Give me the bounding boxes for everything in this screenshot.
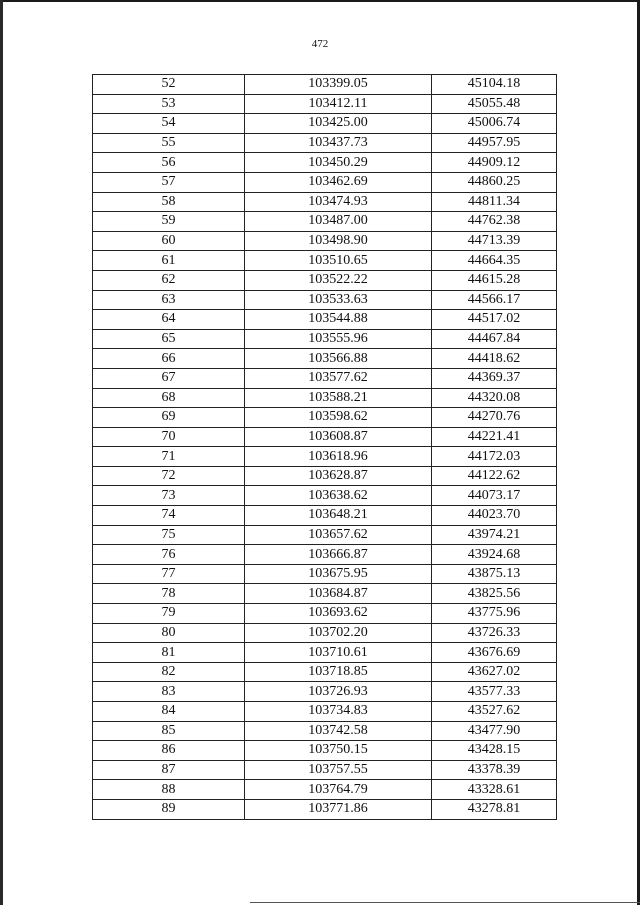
- y-coordinate-cell: 43676.69: [432, 643, 557, 663]
- y-coordinate-cell: 44615.28: [432, 270, 557, 290]
- y-coordinate-cell: 44860.25: [432, 172, 557, 192]
- x-coordinate-cell: 103544.88: [245, 310, 432, 330]
- y-coordinate-cell: 44664.35: [432, 251, 557, 271]
- x-coordinate-cell: 103750.15: [245, 741, 432, 761]
- point-number-cell: 88: [93, 780, 245, 800]
- table-row: [93, 623, 557, 643]
- table-row: [93, 564, 557, 584]
- point-number-cell: 66: [93, 349, 245, 369]
- x-coordinate-cell: 103510.65: [245, 251, 432, 271]
- scan-left-border: [0, 0, 3, 905]
- y-coordinate-cell: 44762.38: [432, 212, 557, 232]
- data-table: [92, 74, 557, 820]
- x-coordinate-cell: 103474.93: [245, 192, 432, 212]
- y-coordinate-cell: 43428.15: [432, 741, 557, 761]
- y-coordinate-cell: 44172.03: [432, 447, 557, 467]
- x-coordinate-cell: 103693.62: [245, 604, 432, 624]
- x-coordinate-cell: 103618.96: [245, 447, 432, 467]
- table-row: [93, 545, 557, 565]
- table-row: [93, 251, 557, 271]
- point-number-cell: 65: [93, 329, 245, 349]
- point-number-cell: 78: [93, 584, 245, 604]
- x-coordinate-cell: 103399.05: [245, 75, 432, 95]
- table-row: [93, 662, 557, 682]
- point-number-cell: 85: [93, 721, 245, 741]
- x-coordinate-cell: 103638.62: [245, 486, 432, 506]
- table-row: [93, 329, 557, 349]
- y-coordinate-cell: 44517.02: [432, 310, 557, 330]
- point-number-cell: 56: [93, 153, 245, 173]
- table-row: [93, 525, 557, 545]
- table-row: [93, 133, 557, 153]
- x-coordinate-cell: 103598.62: [245, 408, 432, 428]
- x-coordinate-cell: 103710.61: [245, 643, 432, 663]
- point-number-cell: 75: [93, 525, 245, 545]
- table-row: [93, 427, 557, 447]
- table-row: [93, 192, 557, 212]
- point-number-cell: 83: [93, 682, 245, 702]
- x-coordinate-cell: 103412.11: [245, 94, 432, 114]
- point-number-cell: 61: [93, 251, 245, 271]
- point-number-cell: 58: [93, 192, 245, 212]
- scan-top-border: [0, 0, 640, 2]
- y-coordinate-cell: 43775.96: [432, 604, 557, 624]
- table-row: [93, 741, 557, 761]
- y-coordinate-cell: 44221.41: [432, 427, 557, 447]
- y-coordinate-cell: 45104.18: [432, 75, 557, 95]
- point-number-cell: 77: [93, 564, 245, 584]
- x-coordinate-cell: 103648.21: [245, 506, 432, 526]
- x-coordinate-cell: 103608.87: [245, 427, 432, 447]
- point-number-cell: 62: [93, 270, 245, 290]
- x-coordinate-cell: 103666.87: [245, 545, 432, 565]
- table-row: [93, 604, 557, 624]
- table-row: [93, 486, 557, 506]
- point-number-cell: 64: [93, 310, 245, 330]
- table-row: [93, 349, 557, 369]
- table-row: [93, 408, 557, 428]
- point-number-cell: 84: [93, 702, 245, 722]
- point-number-cell: 72: [93, 466, 245, 486]
- x-coordinate-cell: 103437.73: [245, 133, 432, 153]
- point-number-cell: 73: [93, 486, 245, 506]
- x-coordinate-cell: 103577.62: [245, 368, 432, 388]
- x-coordinate-cell: 103702.20: [245, 623, 432, 643]
- point-number-cell: 67: [93, 368, 245, 388]
- x-coordinate-cell: 103498.90: [245, 231, 432, 251]
- table-row: [93, 447, 557, 467]
- y-coordinate-cell: 43974.21: [432, 525, 557, 545]
- table-row: [93, 212, 557, 232]
- point-number-cell: 52: [93, 75, 245, 95]
- page-number: 472: [311, 38, 329, 50]
- table-row: [93, 682, 557, 702]
- y-coordinate-cell: 44073.17: [432, 486, 557, 506]
- y-coordinate-cell: 44566.17: [432, 290, 557, 310]
- x-coordinate-cell: 103533.63: [245, 290, 432, 310]
- x-coordinate-cell: 103657.62: [245, 525, 432, 545]
- point-number-cell: 70: [93, 427, 245, 447]
- point-number-cell: 54: [93, 114, 245, 134]
- y-coordinate-cell: 43924.68: [432, 545, 557, 565]
- x-coordinate-cell: 103757.55: [245, 760, 432, 780]
- y-coordinate-cell: 44023.70: [432, 506, 557, 526]
- y-coordinate-cell: 44811.34: [432, 192, 557, 212]
- y-coordinate-cell: 44909.12: [432, 153, 557, 173]
- x-coordinate-cell: 103628.87: [245, 466, 432, 486]
- x-coordinate-cell: 103462.69: [245, 172, 432, 192]
- point-number-cell: 68: [93, 388, 245, 408]
- point-number-cell: 60: [93, 231, 245, 251]
- table-row: [93, 114, 557, 134]
- y-coordinate-cell: 43726.33: [432, 623, 557, 643]
- table-row: [93, 270, 557, 290]
- y-coordinate-cell: 44369.37: [432, 368, 557, 388]
- x-coordinate-cell: 103566.88: [245, 349, 432, 369]
- x-coordinate-cell: 103718.85: [245, 662, 432, 682]
- y-coordinate-cell: 43627.02: [432, 662, 557, 682]
- point-number-cell: 57: [93, 172, 245, 192]
- point-number-cell: 69: [93, 408, 245, 428]
- point-number-cell: 87: [93, 760, 245, 780]
- y-coordinate-cell: 44270.76: [432, 408, 557, 428]
- table-row: [93, 172, 557, 192]
- y-coordinate-cell: 45055.48: [432, 94, 557, 114]
- y-coordinate-cell: 44467.84: [432, 329, 557, 349]
- point-number-cell: 59: [93, 212, 245, 232]
- point-number-cell: 79: [93, 604, 245, 624]
- x-coordinate-cell: 103555.96: [245, 329, 432, 349]
- table-row: [93, 290, 557, 310]
- y-coordinate-cell: 44320.08: [432, 388, 557, 408]
- point-number-cell: 86: [93, 741, 245, 761]
- x-coordinate-cell: 103771.86: [245, 799, 432, 819]
- point-number-cell: 81: [93, 643, 245, 663]
- point-number-cell: 82: [93, 662, 245, 682]
- table-row: [93, 584, 557, 604]
- y-coordinate-cell: 44122.62: [432, 466, 557, 486]
- scan-bottom-line: [250, 902, 640, 903]
- x-coordinate-cell: 103734.83: [245, 702, 432, 722]
- table-row: [93, 799, 557, 819]
- point-number-cell: 74: [93, 506, 245, 526]
- table-row: [93, 310, 557, 330]
- x-coordinate-cell: 103522.22: [245, 270, 432, 290]
- table-row: [93, 466, 557, 486]
- point-number-cell: 80: [93, 623, 245, 643]
- y-coordinate-cell: 45006.74: [432, 114, 557, 134]
- y-coordinate-cell: 43378.39: [432, 760, 557, 780]
- table-row: [93, 702, 557, 722]
- table-row: [93, 721, 557, 741]
- x-coordinate-cell: 103764.79: [245, 780, 432, 800]
- y-coordinate-cell: 43577.33: [432, 682, 557, 702]
- y-coordinate-cell: 44418.62: [432, 349, 557, 369]
- x-coordinate-cell: 103684.87: [245, 584, 432, 604]
- table-row: [93, 643, 557, 663]
- table-row: [93, 368, 557, 388]
- point-number-cell: 53: [93, 94, 245, 114]
- table-row: [93, 94, 557, 114]
- table-row: [93, 153, 557, 173]
- point-number-cell: 63: [93, 290, 245, 310]
- x-coordinate-cell: 103487.00: [245, 212, 432, 232]
- x-coordinate-cell: 103726.93: [245, 682, 432, 702]
- y-coordinate-cell: 43278.81: [432, 799, 557, 819]
- table-row: [93, 388, 557, 408]
- y-coordinate-cell: 43527.62: [432, 702, 557, 722]
- x-coordinate-cell: 103588.21: [245, 388, 432, 408]
- x-coordinate-cell: 103450.29: [245, 153, 432, 173]
- point-number-cell: 55: [93, 133, 245, 153]
- y-coordinate-cell: 43875.13: [432, 564, 557, 584]
- y-coordinate-cell: 43825.56: [432, 584, 557, 604]
- table-row: [93, 780, 557, 800]
- x-coordinate-cell: 103675.95: [245, 564, 432, 584]
- y-coordinate-cell: 43328.61: [432, 780, 557, 800]
- table-row: [93, 231, 557, 251]
- y-coordinate-cell: 44713.39: [432, 231, 557, 251]
- point-number-cell: 76: [93, 545, 245, 565]
- y-coordinate-cell: 43477.90: [432, 721, 557, 741]
- x-coordinate-cell: 103425.00: [245, 114, 432, 134]
- table-body: [93, 75, 557, 820]
- y-coordinate-cell: 44957.95: [432, 133, 557, 153]
- point-number-cell: 89: [93, 799, 245, 819]
- x-coordinate-cell: 103742.58: [245, 721, 432, 741]
- table-row: [93, 760, 557, 780]
- table-row: [93, 75, 557, 95]
- point-number-cell: 71: [93, 447, 245, 467]
- table-row: [93, 506, 557, 526]
